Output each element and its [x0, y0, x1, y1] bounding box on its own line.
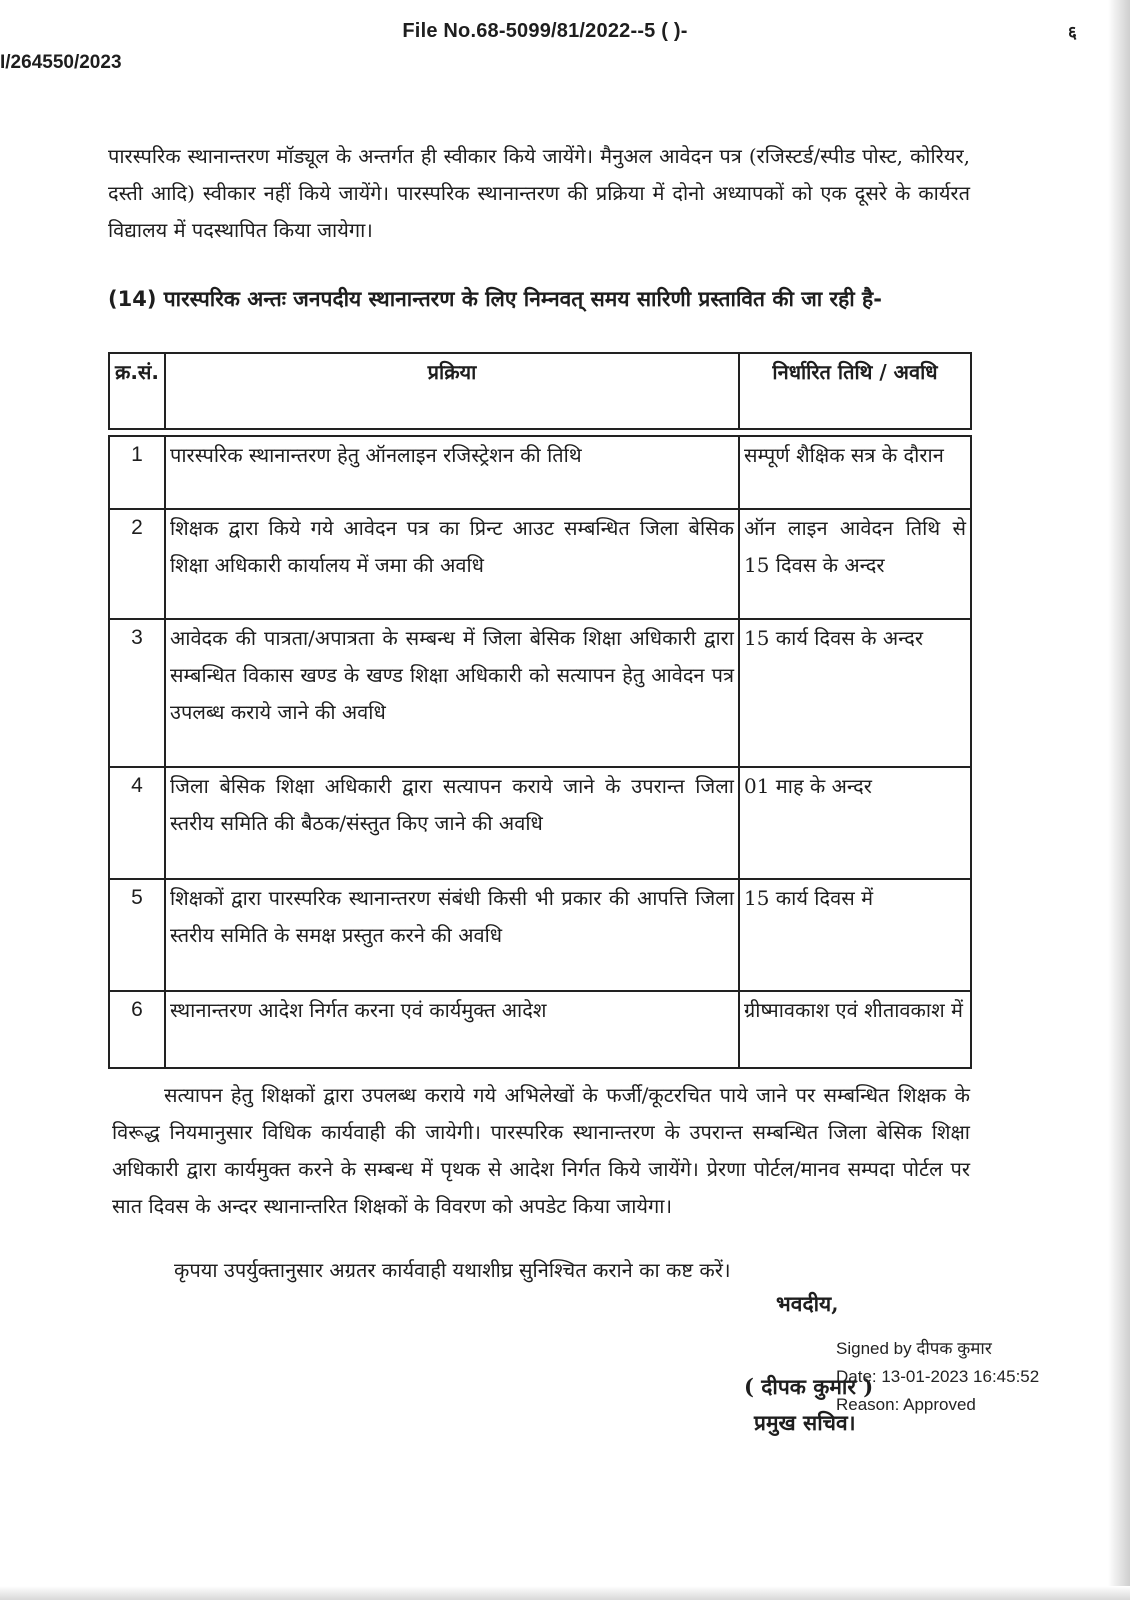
table-row — [109, 767, 971, 879]
row-sno: 5 — [109, 879, 165, 991]
table-row — [109, 436, 971, 509]
closing-salutation: भवदीय, — [776, 1291, 839, 1316]
signatory-name: ( दीपक कुमार ) — [744, 1374, 874, 1399]
section-heading: (14) पारस्परिक अन्तः जनपदीय स्थानान्तरण के लिए निम्नवत् समय सारिणी प्रस्तावित की जा रही है- — [108, 287, 882, 311]
scan-edge-right — [1108, 0, 1130, 1600]
row-deadline: 01 माह के अन्दर — [739, 767, 971, 879]
row-process: शिक्षक द्वारा किये गये आवेदन पत्र का प्रिन्ट आउट सम्बन्धित जिला बेसिक शिक्षा अधिकारी कार्यालय में जमा की अवधि — [165, 509, 739, 619]
row-deadline: 15 कार्य दिवस में — [739, 879, 971, 991]
row-deadline: ग्रीष्मावकाश एवं शीतावकाश में — [739, 991, 971, 1068]
row-process: शिक्षकों द्वारा पारस्परिक स्थानान्तरण संबंधी किसी भी प्रकार की आपत्ति जिला स्तरीय समिति के समक्ष प्रस्तुत करने की अवधि — [165, 879, 739, 991]
page-marker: ६ — [1068, 23, 1077, 42]
table-row — [109, 879, 971, 991]
signatory-designation: प्रमुख सचिव। — [754, 1410, 856, 1435]
file-number: File No.68-5099/81/2022--5 ( )- — [402, 20, 688, 42]
header-deadline: निर्धारित तिथि / अवधि — [739, 353, 971, 429]
row-deadline: ऑन लाइन आवेदन तिथि से 15 दिवस के अन्दर — [739, 509, 971, 619]
row-sno: 6 — [109, 991, 165, 1068]
row-sno: 3 — [109, 619, 165, 767]
row-sno: 1 — [109, 436, 165, 509]
header-sno: क्र.सं. — [109, 353, 165, 429]
row-process: पारस्परिक स्थानान्तरण हेतु ऑनलाइन रजिस्ट्रेशन की तिथि — [165, 436, 739, 509]
row-deadline: 15 कार्य दिवस के अन्दर — [739, 619, 971, 767]
row-process: स्थानान्तरण आदेश निर्गत करना एवं कार्यमुक्त आदेश — [165, 991, 739, 1068]
intro-paragraph: पारस्परिक स्थानान्तरण मॉड्यूल के अन्तर्गत ही स्वीकार किये जायेंगे। मैनुअल आवेदन पत्र (रजिस्टर्ड/स्पीड पोस्ट, कोरियर, दस्ती आदि) स्वीकार नहीं किये जायेंगे। पारस्परिक स्थानान्तरण की प्रक्रिया में दोनो अध्यापकों को एक दूसरे के कार्यरत विद्यालय में पदस्थापित किया जायेगा। — [108, 144, 970, 242]
table-header-row — [109, 353, 971, 429]
scan-edge-bottom — [0, 1586, 1130, 1600]
row-deadline: सम्पूर्ण शैक्षिक सत्र के दौरान — [739, 436, 971, 509]
signed-by: Signed by दीपक कुमार — [836, 1339, 992, 1358]
request-paragraph: कृपया उपर्युक्तानुसार अग्रतर कार्यवाही यथाशीघ्र सुनिश्चित कराने का कष्ट करें। — [174, 1258, 731, 1282]
verification-paragraph: सत्यापन हेतु शिक्षकों द्वारा उपलब्ध कराये गये अभिलेखों के फर्जी/कूटरचित पाये जाने पर सम्बन्धित शिक्षक के विरूद्ध नियमानुसार विधिक कार्यवाही की जायेगी। पारस्परिक स्थानान्तरण के उपरान्त सम्बन्धित जिला बेसिक शिक्षा अधिकारी द्वारा कार्यमुक्त करने के सम्बन्ध में पृथक से आदेश निर्गत किये जायेंगे। प्रेरणा पोर्टल/मानव सम्पदा पोर्टल पर सात दिवस के अन्दर स्थानान्तरित शिक्षकों के विवरण को अपडेट किया जायेगा। — [112, 1083, 970, 1218]
signature-date: Date: 13-01-2023 16:45:52 — [836, 1367, 1040, 1386]
row-sno: 4 — [109, 767, 165, 879]
table-row — [109, 619, 971, 767]
schedule-table — [108, 352, 972, 1069]
row-sno: 2 — [109, 509, 165, 619]
table-row — [109, 509, 971, 619]
signature-reason: Reason: Approved — [836, 1395, 976, 1414]
header-process: प्रक्रिया — [165, 353, 739, 429]
table-row — [109, 991, 971, 1068]
row-process: आवेदक की पात्रता/अपात्रता के सम्बन्ध में जिला बेसिक शिक्षा अधिकारी द्वारा सम्बन्धित विकास खण्ड के खण्ड शिक्षा अधिकारी को सत्यापन हेतु आवेदन पत्र उपलब्ध कराये जाने की अवधि — [165, 619, 739, 767]
row-process: जिला बेसिक शिक्षा अधिकारी द्वारा सत्यापन कराये जाने के उपरान्त जिला स्तरीय समिति की बैठक/संस्तुत किए जाने की अवधि — [165, 767, 739, 879]
header-gap — [109, 429, 971, 436]
reference-number: I/264550/2023 — [0, 52, 122, 73]
